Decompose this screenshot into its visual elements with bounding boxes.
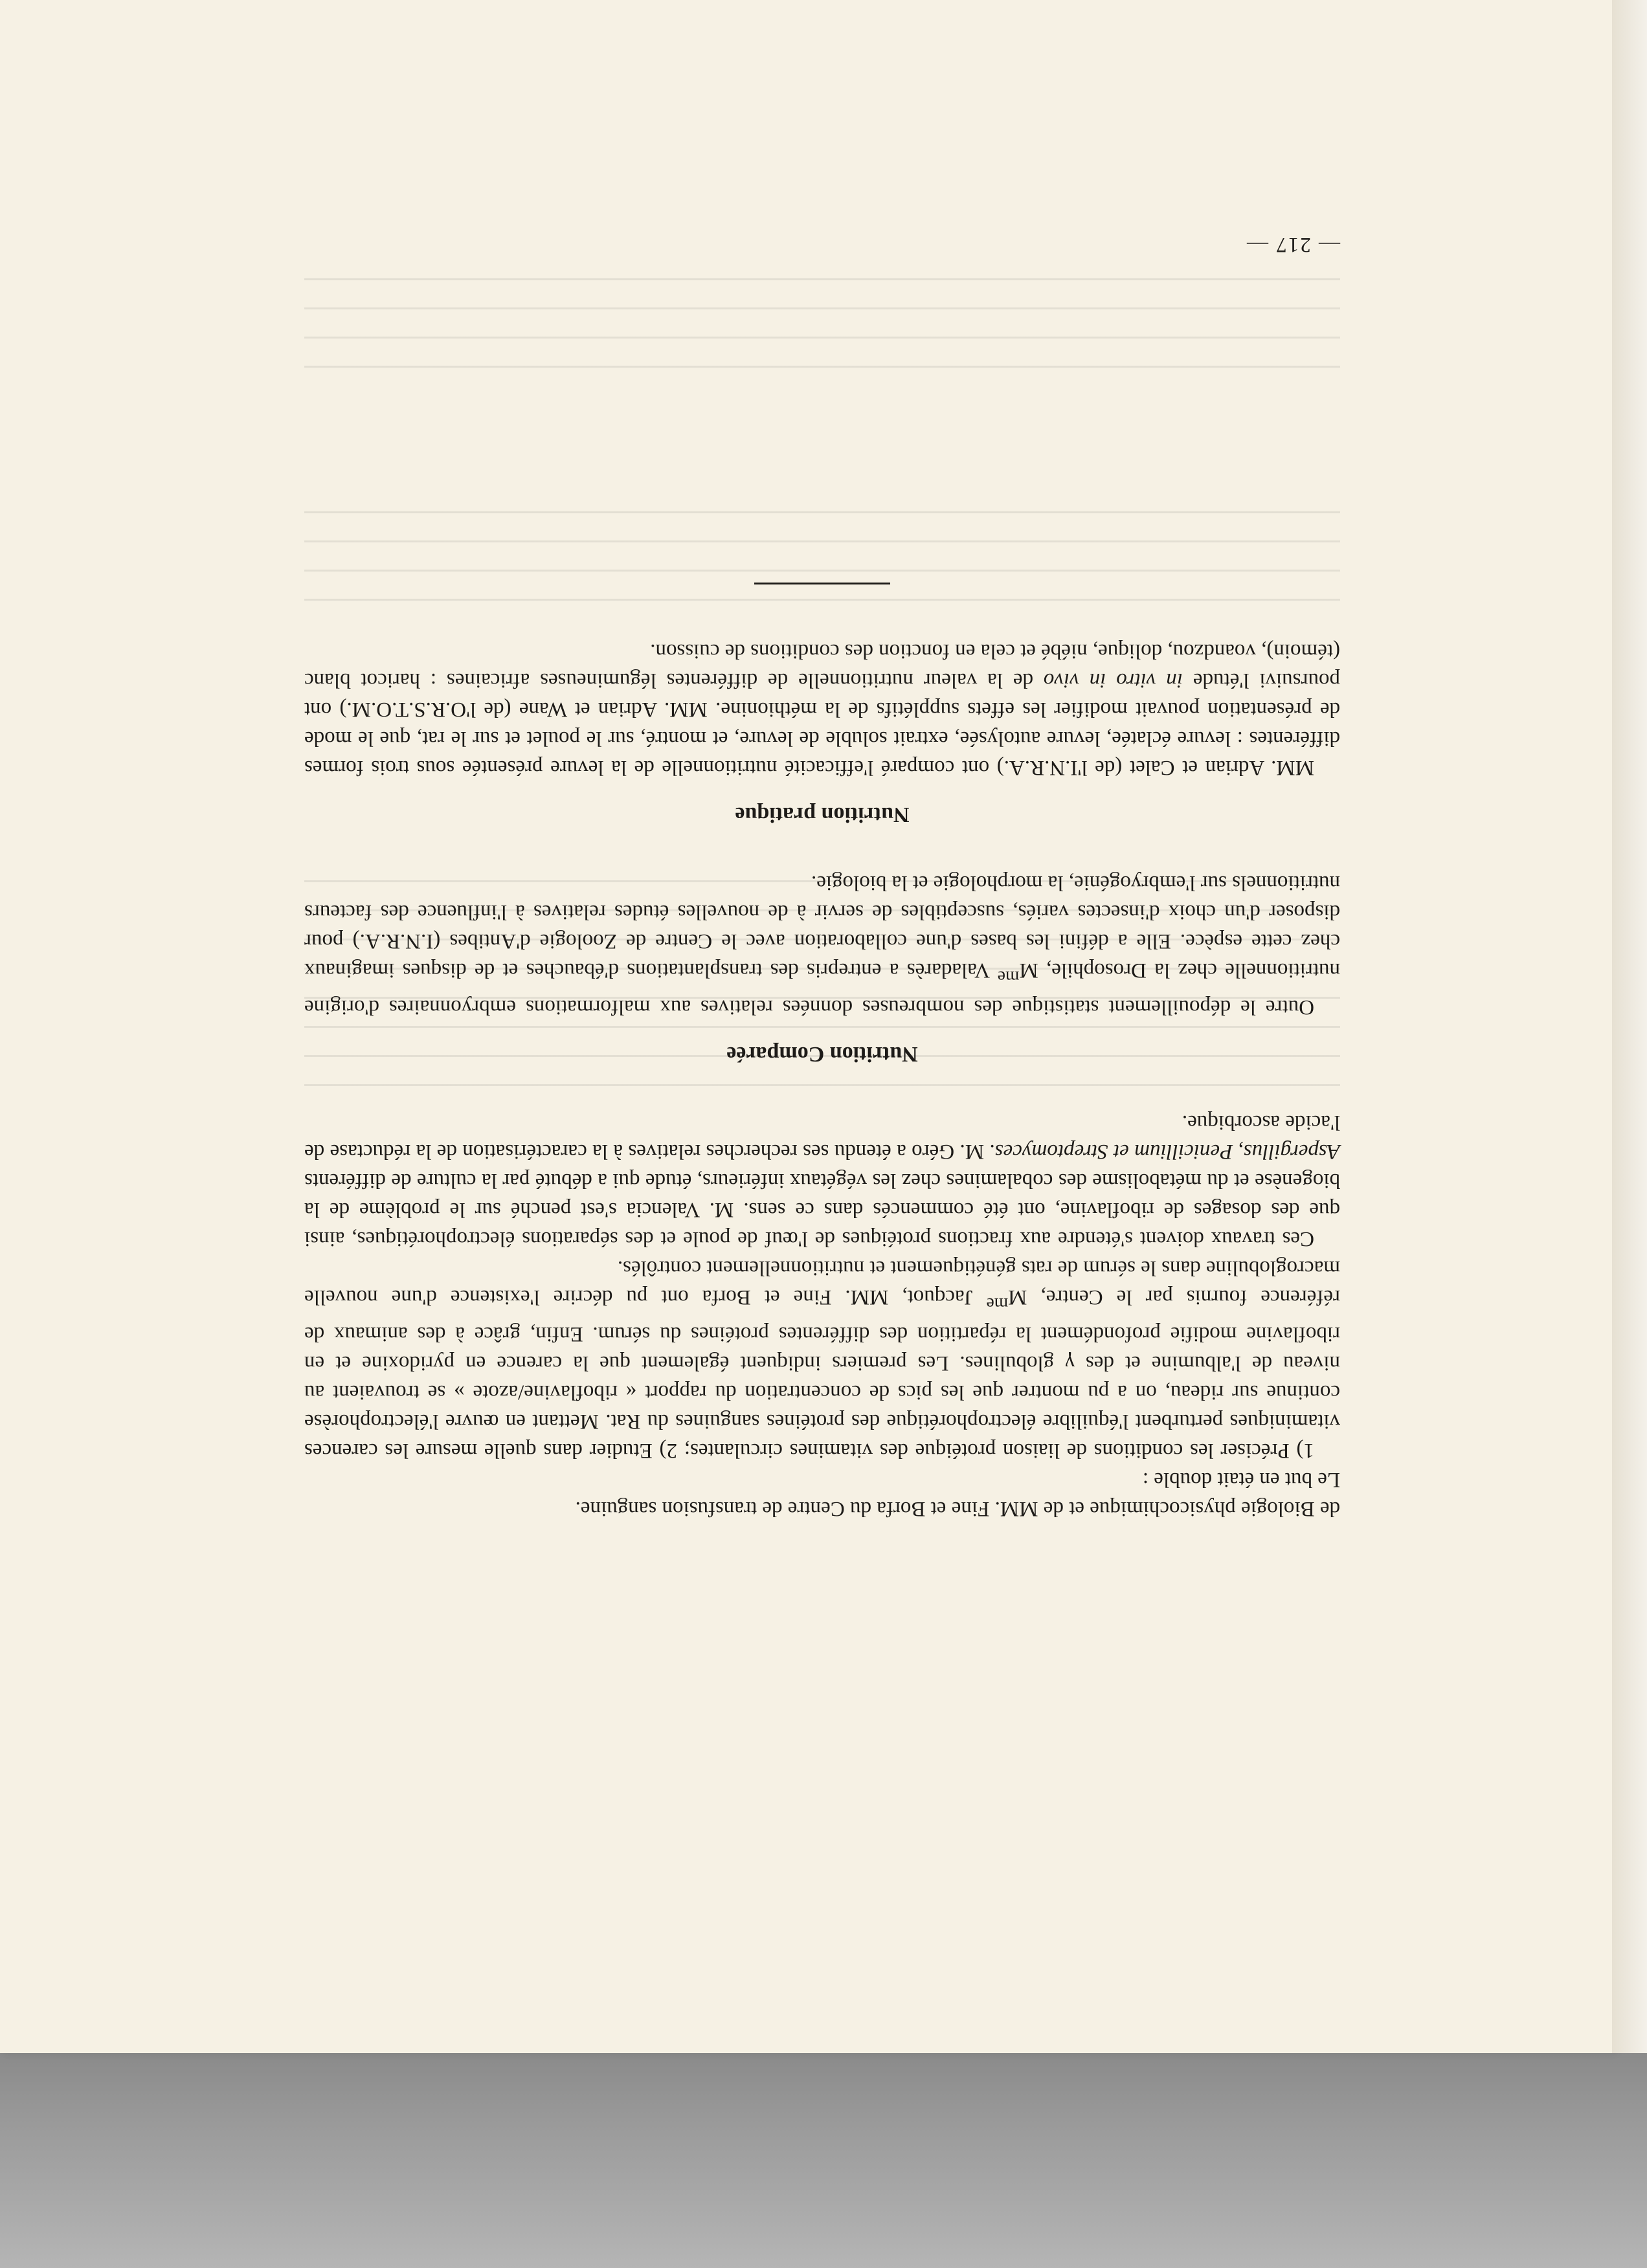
- paragraph-comparee: [304, 868, 1340, 1021]
- objectives-text-end: Jacquot, MM. Fine et Borfa ont pu décrire l'existence d'une nouvelle macroglobuline dans le sérum de rats génétiquement et nutritionnellement contrôlés.: [304, 1256, 1340, 1309]
- extension-text: Ces travaux doivent s'étendre aux fractions protéiques de l'œuf de poule et des séparations électrophorétiques, ainsi que des dosages de riboflavine, ont été commencés dans ce sens. M. Valencia s'est penché sur le problème de la biogenèse et du métabolisme des cobalamines chez les végétaux inférieurs, étude qui a débuté par la culture de différents: [304, 1169, 1340, 1251]
- intro-line: de Biologie physicochimique et de MM. Fine et Borfa du Centre de transfusion sanguine.: [575, 1497, 1340, 1520]
- page-edge: [1612, 0, 1647, 2053]
- genus-names: Aspergillus, Penicillium et Streptomyces: [994, 1140, 1340, 1163]
- page-number: — 217 —: [1246, 233, 1340, 256]
- section-heading-nutrition-comparee: Nutrition Comparée: [726, 1042, 918, 1066]
- mme-superscript: me: [986, 1295, 1009, 1315]
- mme-superscript-2: me: [997, 968, 1020, 988]
- in-vitro-in-vivo: in vitro in vivo: [1043, 669, 1183, 692]
- paragraph-intro: [304, 1465, 1340, 1523]
- objectives-text: 1) Préciser les conditions de liaison protéique des vitamines circulantes; 2) Etudier dans quelle mesure les carences vitaminiques perturbent l'équilibre électrophorétique des protéines sanguines du Rat. Mettant en œuvre l'électrophorèse continue sur rideau, on a pu montrer que les pics de concentration du rapport « riboflavine/azote » se trouvaient au niveau de l'albumine et des γ globulines. Les premiers indiquent également que la carence en pyridoxine et en riboflavine modifie profondément la répartition des différentes protéines du sérum. Enfin, grâce à des animaux de référence fournis par le Centre, M: [304, 1285, 1340, 1462]
- extension-text-end: . M. Géro a étendu ses recherches relatives à la caractérisation de la réductase de l'acide ascorbique.: [304, 1111, 1340, 1163]
- scanner-bed: [0, 2052, 1647, 2268]
- pratique-text: MM. Adrian et Calet (de l'I.N.R.A.) ont comparé l'efficacité nutritionnelle de la levure présentée sous trois formes différentes : levure éclatée, levure autolysée, extrait soluble de levure, et montré, sur le poulet et sur le rat, que le mode de présentation pouvait modifier les effets supplétifs de la méthionine. MM. Adrian et Wane (de l'O.R.S.T.O.M.) ont poursuivi l'étude: [304, 669, 1340, 779]
- paragraph-pratique: [304, 636, 1340, 782]
- paragraph-objectives: [304, 1253, 1340, 1465]
- intro-line-2: Le but en était double :: [1142, 1468, 1340, 1491]
- comparee-text-end: Valadarès a entrepris des transplantations d'ébauches et de disques imaginaux chez cette espèce. Elle a défini les bases d'une collaboration avec le Centre de Zoologie d'Antibes (I.N.R.A.) pour disposer d'un choix d'insectes variés, susceptibles de servir à de nouvelles études relatives à l'influence des facteurs nutritionnels sur l'embryogénie, la morphologie et la biologie.: [304, 871, 1340, 982]
- document-text-block: [304, 230, 1340, 1523]
- comparee-text: Outre le dépouillement statistique des nombreuses données relatives aux malformations embryonnaires d'origine nutritionnelle chez la Drosophile, M: [304, 959, 1340, 1019]
- section-rule: [754, 583, 890, 584]
- pratique-text-end: de la valeur nutritionnelle de différentes légumineuses africaines : haricot blanc (témoin), voandzou, dolique, niébé et cela en fonction des conditions de cuisson.: [304, 639, 1340, 692]
- section-heading-nutrition-pratique: Nutrition pratique: [735, 803, 910, 827]
- paragraph-extension: [304, 1107, 1340, 1253]
